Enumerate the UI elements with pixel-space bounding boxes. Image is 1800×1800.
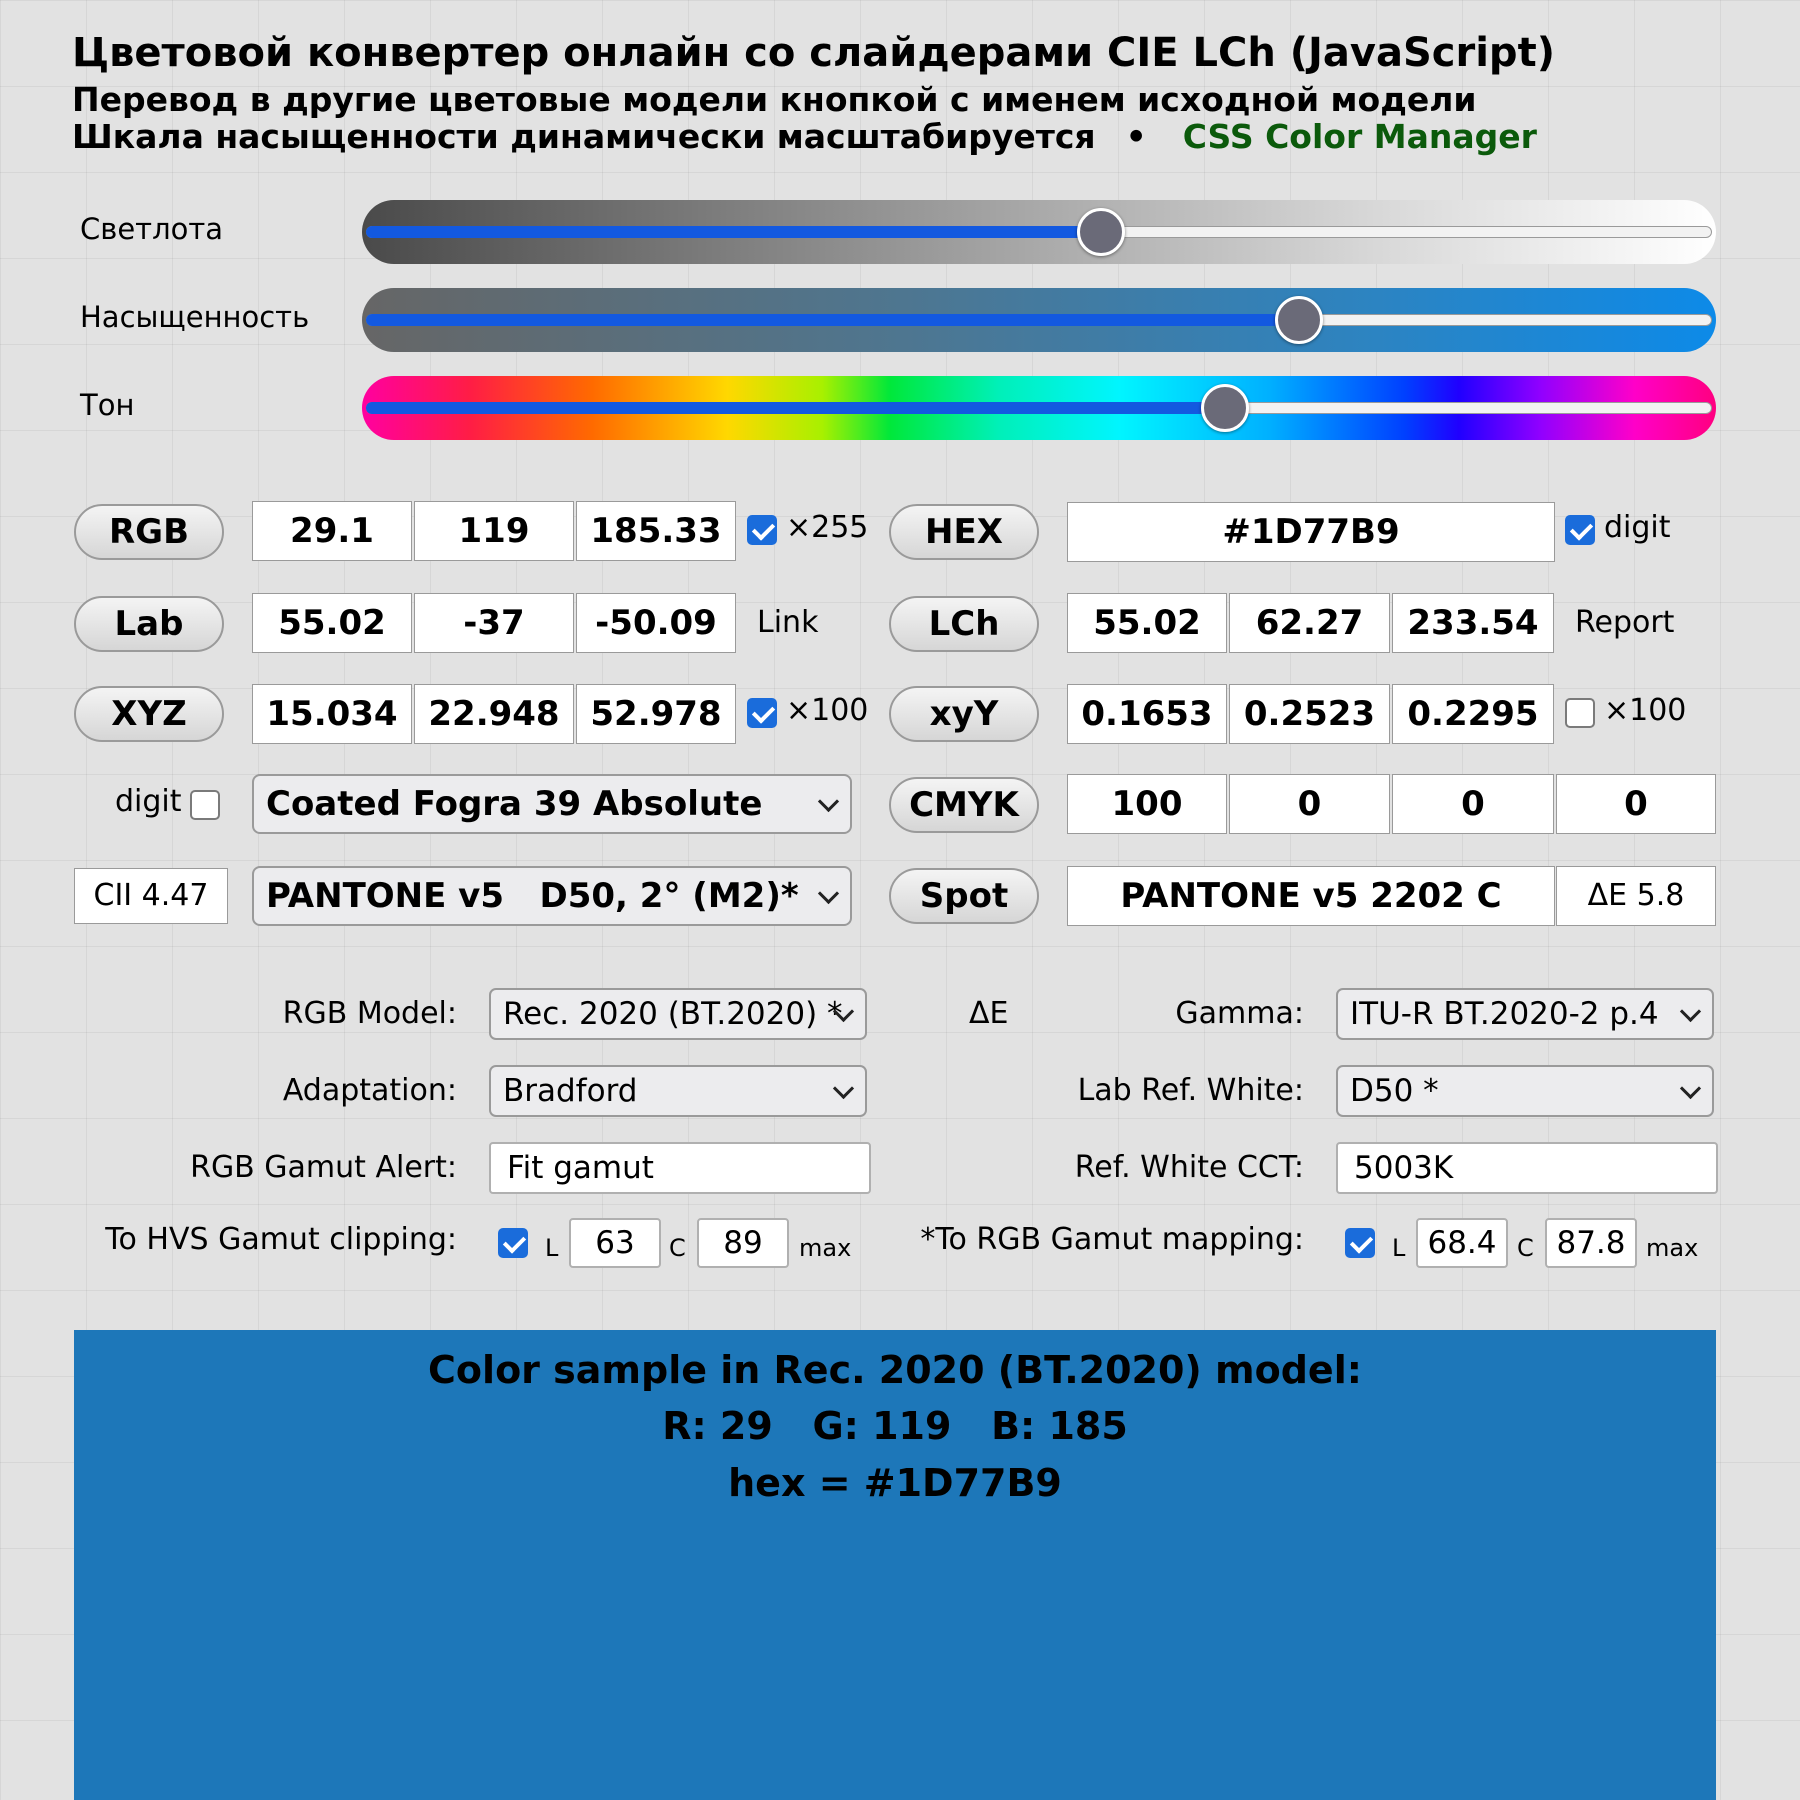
- xyz-z-field[interactable]: 52.978: [576, 684, 736, 744]
- hvs-l-label: L: [545, 1234, 559, 1262]
- gamut-alert-label: RGB Gamut Alert:: [190, 1150, 457, 1185]
- gamma-value: ITU-R BT.2020-2 p.4: [1350, 996, 1659, 1032]
- delta-e-link[interactable]: ΔE: [969, 996, 1009, 1031]
- report-label[interactable]: Report: [1575, 605, 1675, 640]
- cmyk-button[interactable]: CMYK: [889, 777, 1039, 833]
- lightness-slider[interactable]: [362, 200, 1716, 264]
- adaptation-select[interactable]: [489, 1065, 867, 1117]
- rgb-model-value: Rec. 2020 (BT.2020) *: [503, 996, 843, 1032]
- page-subtitle: Перевод в другие цветовые модели кнопкой с именем исходной модели: [72, 80, 1477, 119]
- lab-a-field[interactable]: -37: [414, 593, 574, 653]
- lab-ref-white-value: D50 *: [1350, 1073, 1439, 1109]
- cmyk-m-field[interactable]: 0: [1229, 774, 1390, 834]
- rgb-model-label: RGB Model:: [282, 996, 457, 1031]
- rgb-mapping-l-label: L: [1392, 1234, 1406, 1262]
- lab-button[interactable]: Lab: [74, 596, 224, 652]
- adaptation-label: Adaptation:: [282, 1073, 457, 1108]
- lightness-label: Светлота: [80, 212, 224, 246]
- xyy-button[interactable]: xyY: [889, 686, 1039, 742]
- hvs-clipping-checkbox[interactable]: [498, 1228, 528, 1258]
- slider-fill: [366, 402, 1225, 414]
- chevron-down-icon: [818, 883, 839, 904]
- chevron-down-icon: [1680, 1078, 1701, 1099]
- digit-checkbox[interactable]: [190, 790, 220, 820]
- header-line3-text: Шкала насыщенности динамически масштабируется: [72, 117, 1096, 156]
- chevron-down-icon: [833, 1078, 854, 1099]
- lch-c-field[interactable]: 62.27: [1229, 593, 1390, 653]
- link-label[interactable]: Link: [757, 605, 819, 640]
- xyz-x100-label: ×100: [786, 693, 869, 728]
- rgb-model-select[interactable]: [489, 988, 867, 1040]
- spot-library-select[interactable]: [252, 866, 852, 926]
- lightness-slider-thumb[interactable]: [1077, 208, 1125, 256]
- hvs-c-input[interactable]: 89: [697, 1218, 789, 1268]
- lab-ref-white-label: Lab Ref. White:: [1077, 1073, 1304, 1108]
- rgb-b-field[interactable]: 185.33: [576, 501, 736, 561]
- spot-name-field[interactable]: PANTONE v5 2202 C: [1067, 866, 1555, 926]
- rgb-button[interactable]: RGB: [74, 504, 224, 560]
- cmyk-profile-value: Coated Fogra 39 Absolute: [266, 784, 763, 824]
- chevron-down-icon: [818, 791, 839, 812]
- rgb-mapping-checkbox[interactable]: [1345, 1228, 1375, 1258]
- hex-button[interactable]: HEX: [889, 504, 1039, 560]
- lch-l-field[interactable]: 55.02: [1067, 593, 1227, 653]
- hvs-l-input[interactable]: 63: [569, 1218, 661, 1268]
- ref-white-cct-input[interactable]: 5003K: [1336, 1142, 1718, 1194]
- rgb-x255-checkbox[interactable]: [747, 515, 777, 545]
- cmyk-k-field[interactable]: 0: [1556, 774, 1716, 834]
- lab-l-field[interactable]: 55.02: [252, 593, 412, 653]
- xyz-button[interactable]: XYZ: [74, 686, 224, 742]
- ref-white-cct-label: Ref. White CCT:: [1074, 1150, 1304, 1185]
- spot-delta-e: ΔE 5.8: [1556, 866, 1716, 926]
- slider-fill: [366, 226, 1101, 238]
- digit-label: digit: [115, 784, 182, 819]
- lab-ref-white-select[interactable]: [1336, 1065, 1714, 1117]
- hue-slider-thumb[interactable]: [1201, 384, 1249, 432]
- rgb-r-field[interactable]: 29.1: [252, 501, 412, 561]
- hue-slider[interactable]: [362, 376, 1716, 440]
- gamma-label: Gamma:: [1175, 996, 1304, 1031]
- spot-library-value: PANTONE v5 D50, 2° (M2)*: [266, 876, 799, 916]
- hvs-max-label: max: [799, 1234, 852, 1262]
- chroma-slider-thumb[interactable]: [1275, 296, 1323, 344]
- lab-b-field[interactable]: -50.09: [576, 593, 736, 653]
- sample-rgb-values: R: 29 G: 119 B: 185: [662, 1404, 1128, 1448]
- cii-value: CII 4.47: [74, 868, 228, 924]
- rgb-mapping-l-input[interactable]: 68.4: [1416, 1218, 1508, 1268]
- lch-h-field[interactable]: 233.54: [1392, 593, 1554, 653]
- xyz-x100-checkbox[interactable]: [747, 698, 777, 728]
- hvs-clipping-label: To HVS Gamut clipping:: [105, 1222, 457, 1257]
- xyy-y-field[interactable]: 0.2523: [1229, 684, 1390, 744]
- rgb-mapping-max-label: max: [1646, 1234, 1699, 1262]
- chroma-slider[interactable]: [362, 288, 1716, 352]
- hvs-c-label: C: [669, 1234, 686, 1262]
- rgb-mapping-label: *To RGB Gamut mapping:: [920, 1222, 1304, 1257]
- slider-fill: [366, 314, 1299, 326]
- hex-digit-checkbox[interactable]: [1565, 515, 1595, 545]
- page-title: Цветовой конвертер онлайн со слайдерами CIE LCh (JavaScript): [72, 30, 1555, 76]
- color-sample-panel: [74, 1330, 1716, 1800]
- bullet-separator: •: [1125, 117, 1147, 156]
- xyy-Y-field[interactable]: 0.2295: [1392, 684, 1554, 744]
- chevron-down-icon: [1680, 1001, 1701, 1022]
- sample-hex-value: hex = #1D77B9: [728, 1461, 1062, 1505]
- chroma-label: Насыщенность: [80, 300, 310, 334]
- hue-label: Тон: [80, 388, 135, 422]
- xyy-x100-checkbox[interactable]: [1565, 698, 1595, 728]
- xyz-y-field[interactable]: 22.948: [414, 684, 574, 744]
- rgb-g-field[interactable]: 119: [414, 501, 574, 561]
- rgb-x255-label: ×255: [786, 510, 869, 545]
- lch-button[interactable]: LCh: [889, 596, 1039, 652]
- cmyk-c-field[interactable]: 100: [1067, 774, 1227, 834]
- rgb-mapping-c-input[interactable]: 87.8: [1545, 1218, 1637, 1268]
- spot-button[interactable]: Spot: [889, 868, 1039, 924]
- css-color-manager-link[interactable]: CSS Color Manager: [1182, 117, 1537, 156]
- header-line3: [72, 117, 1537, 156]
- gamma-select[interactable]: [1336, 988, 1714, 1040]
- hex-digit-label: digit: [1604, 510, 1671, 545]
- cmyk-y-field[interactable]: 0: [1392, 774, 1554, 834]
- cmyk-profile-select[interactable]: [252, 774, 852, 834]
- xyy-x-field[interactable]: 0.1653: [1067, 684, 1227, 744]
- hex-field[interactable]: #1D77B9: [1067, 502, 1555, 562]
- sample-title: Color sample in Rec. 2020 (BT.2020) model:: [428, 1348, 1362, 1392]
- rgb-mapping-c-label: C: [1517, 1234, 1534, 1262]
- xyy-x100-label: ×100: [1604, 693, 1687, 728]
- gamut-alert-input[interactable]: Fit gamut: [489, 1142, 871, 1194]
- xyz-x-field[interactable]: 15.034: [252, 684, 412, 744]
- adaptation-value: Bradford: [503, 1073, 638, 1109]
